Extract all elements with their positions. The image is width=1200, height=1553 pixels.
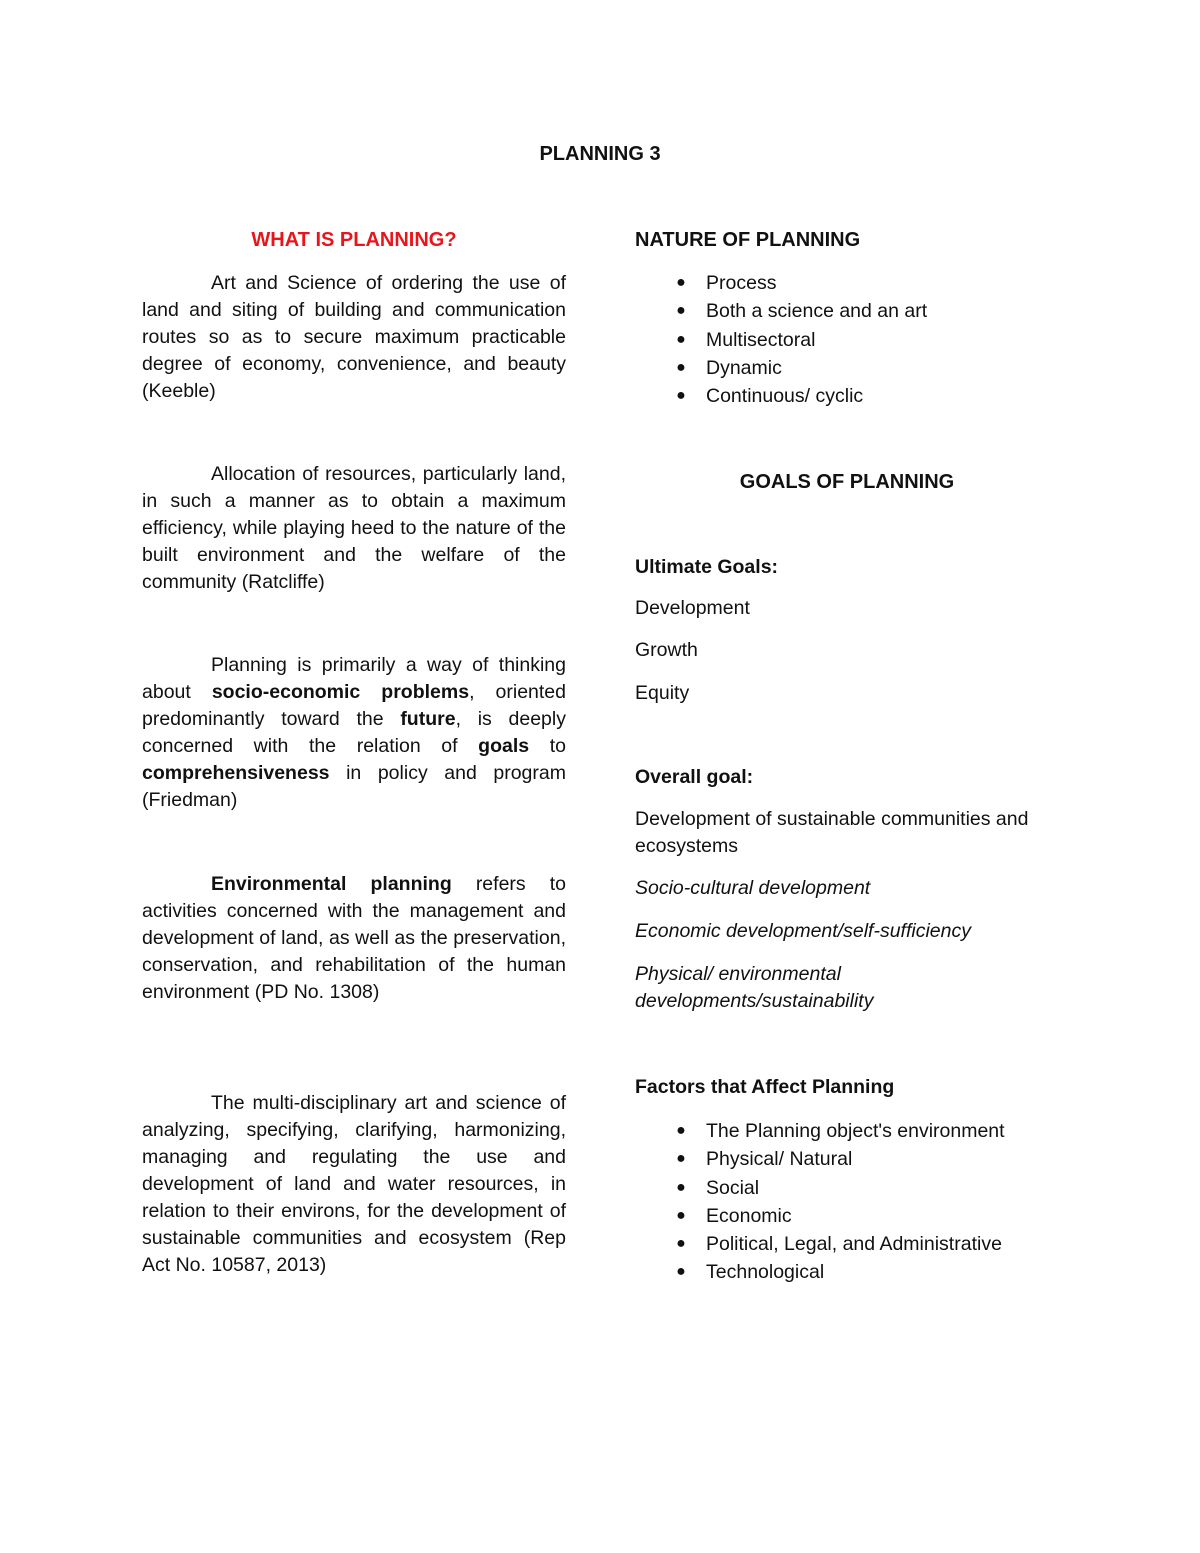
list-item: ● Multisectoral <box>635 326 927 354</box>
bullet-icon: ● <box>676 330 686 348</box>
bullet-icon: ● <box>676 1122 686 1139</box>
bold-goals: goals <box>478 735 530 757</box>
list-item: ● The Planning object's environment <box>635 1117 1005 1145</box>
what-is-planning-heading: WHAT IS PLANNING? <box>251 229 457 251</box>
bullet-icon: ● <box>676 1235 686 1253</box>
overall-goal-physical: Physical/ environmental developments/sustainability <box>635 963 874 1012</box>
factors-heading: Factors that Affect Planning <box>635 1076 895 1098</box>
bold-environmental-planning: Environmental planning <box>211 873 452 895</box>
definition-ra-10587: The multi-disciplinary art and science of analyzing, specifying, clarifying, harmonizing, managing and regulating the use and development of land and water resources, in relation to their environs, for the development of sustainable communities and ecosystem (Rep Act No. 10587, 2013) <box>142 1092 566 1276</box>
bold-comprehensiveness: comprehensiveness <box>142 762 330 784</box>
overall-goal-economic: Economic development/self-sufficiency <box>635 920 971 942</box>
ultimate-goal-development: Development <box>635 597 750 619</box>
list-item: ● Dynamic <box>635 354 927 382</box>
list-item: ● Economic <box>635 1202 1005 1230</box>
list-item: ● Technological <box>635 1258 1005 1286</box>
list-item: ● Social <box>635 1174 1005 1202</box>
bullet-icon: ● <box>676 1263 686 1281</box>
ultimate-goal-growth: Growth <box>635 639 698 661</box>
bullet-icon: ● <box>676 358 686 376</box>
list-item: ● Political, Legal, and Administrative <box>635 1230 1005 1258</box>
bold-socio-economic: socio-economic problems <box>211 681 470 703</box>
factors-list <box>635 1117 1005 1287</box>
bullet-icon: ● <box>676 387 686 405</box>
nature-of-planning-heading: NATURE OF PLANNING <box>635 229 861 251</box>
list-item: ● Continuous/ cyclic <box>635 382 927 410</box>
nature-list <box>635 269 927 410</box>
bullet-icon: ● <box>676 274 686 291</box>
list-item: ● Both a science and an art <box>635 297 927 325</box>
overall-goal-text: Development of sustainable communities and ecosystems <box>635 808 1029 857</box>
document-title: PLANNING 3 <box>539 143 661 165</box>
definition-ratcliffe: Allocation of resources, particularly land, in such a manner as to obtain a maximum efficiency, while playing heed to the nature of the built environment and the welfare of the community (Ratcliffe) <box>142 463 566 593</box>
bold-future: future <box>400 708 456 730</box>
overall-goal-label: Overall goal: <box>635 766 754 788</box>
bullet-icon: ● <box>676 1206 686 1224</box>
ultimate-goals-label: Ultimate Goals: <box>635 556 779 578</box>
definition-friedman: Planning is primarily a way of thinking about socio-economic problems, oriented predominantly toward the future, is deeply concerned with the relation of goals to comprehensiveness in policy and program (Friedman) <box>142 654 566 811</box>
list-item: ● Physical/ Natural <box>635 1145 1005 1173</box>
bullet-icon: ● <box>676 1178 686 1196</box>
definition-pd-1308: Environmental planning refers to activities concerned with the management and development of land, as well as the preservation, conservation, and rehabilitation of the human environment (PD No. 1308) <box>142 873 566 1003</box>
ultimate-goal-equity: Equity <box>635 682 690 704</box>
bullet-icon: ● <box>676 1150 686 1168</box>
goals-of-planning-heading: GOALS OF PLANNING <box>739 471 955 493</box>
definition-keeble: Art and Science of ordering the use of land and siting of building and communication routes so as to secure maximum practicable degree of economy, convenience, and beauty (Keeble) <box>142 272 566 402</box>
list-item: ● Process <box>635 269 927 297</box>
bullet-icon: ● <box>676 302 686 320</box>
overall-goal-socio-cultural: Socio-cultural development <box>635 877 871 899</box>
